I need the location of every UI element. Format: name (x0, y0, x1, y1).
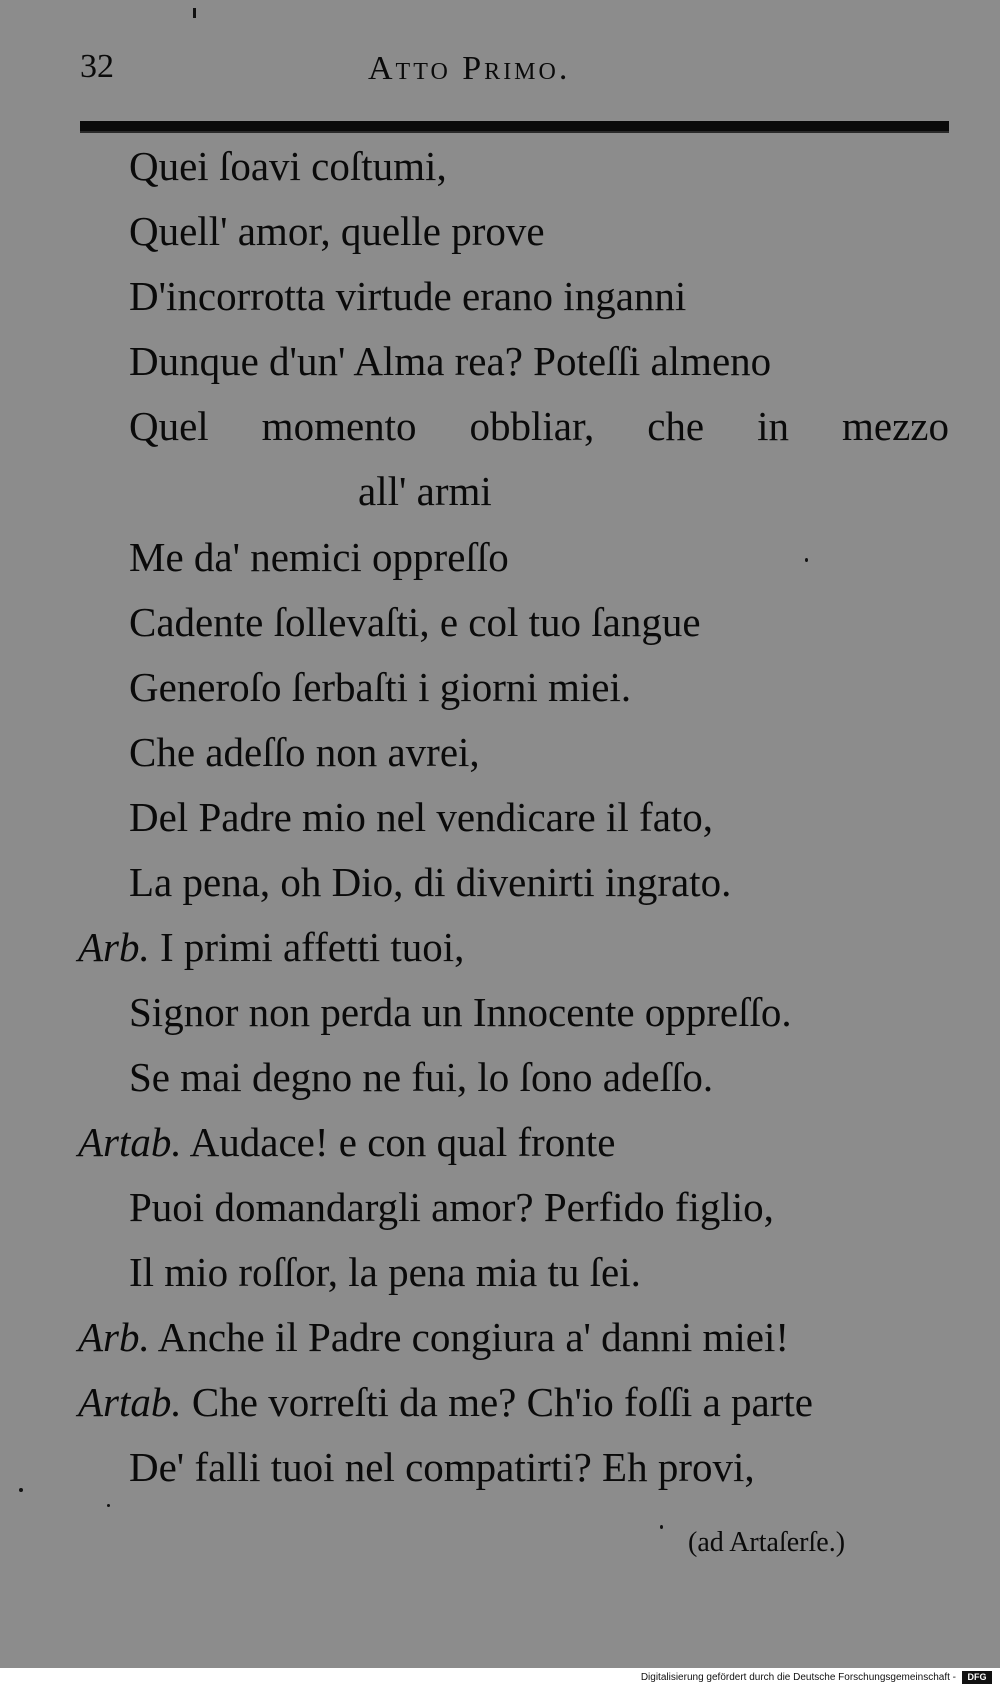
running-title: Atto Primo. (368, 50, 571, 87)
ink-speck (107, 1504, 110, 1507)
verse-line: Del Padre mio nel vendicare il fato, (129, 794, 714, 840)
verse-line: Generoſo ſerbaſti i giorni miei. (129, 664, 632, 710)
verse-line: Quel momento obbliar, che in mezzo (129, 403, 949, 449)
verse-line: Me da' nemici oppreſſo (129, 534, 509, 580)
verse-line: Quell' amor, quelle prove (129, 208, 545, 254)
dfg-logo: DFG (962, 1671, 992, 1684)
ink-speck (805, 558, 808, 562)
verse-line: D'incorrotta virtude erano inganni (129, 273, 687, 319)
verse-line-with-speaker: Artab. Che vorreſti da me? Ch'io foſſi a parte (78, 1379, 813, 1425)
ink-speck (660, 1525, 663, 1529)
speaker-name: Artab. (78, 1379, 182, 1425)
verse-line-with-speaker: Arb. I primi affetti tuoi, (78, 924, 465, 970)
verse-line-continuation: all' armi (358, 468, 492, 514)
digitization-credit: Digitalisierung gefördert durch die Deutsche Forschungsgemeinschaft - (640, 1672, 956, 1683)
scan-mark (193, 8, 196, 18)
ink-speck (19, 1488, 23, 1492)
verse-line: La pena, oh Dio, di divenirti ingrato. (129, 859, 732, 905)
verse-line: Signor non perda un Innocente oppreſſo. (129, 989, 792, 1035)
speaker-name: Artab. (78, 1119, 182, 1165)
header-rule-thin (80, 131, 949, 133)
header-rule (80, 121, 949, 131)
verse-line-with-speaker: Artab. Audace! e con qual fronte (78, 1119, 616, 1165)
verse-line: De' falli tuoi nel compatirti? Eh provi, (129, 1444, 755, 1490)
verse-line-with-speaker: Arb. Anche il Padre congiura a' danni miei! (78, 1314, 790, 1360)
verse-line: Dunque d'un' Alma rea? Poteſſi almeno (129, 338, 772, 384)
verse-line: Quei ſoavi coſtumi, (129, 143, 447, 189)
verse-line: Che adeſſo non avrei, (129, 729, 480, 775)
speaker-name: Arb. (78, 924, 150, 970)
verse-line: Il mio roſſor, la pena mia tu ſei. (129, 1249, 641, 1295)
footer-bar (0, 1668, 1000, 1689)
stage-direction: (ad Artaſerſe.) (688, 1527, 846, 1558)
verse-line: Puoi domandargli amor? Perfido figlio, (129, 1184, 774, 1230)
verse-line: Se mai degno ne fui, lo ſono adeſſo. (129, 1054, 714, 1100)
page-number: 32 (80, 48, 114, 85)
speaker-name: Arb. (78, 1314, 150, 1360)
verse-line: Cadente ſollevaſti, e col tuo ſangue (129, 599, 701, 645)
